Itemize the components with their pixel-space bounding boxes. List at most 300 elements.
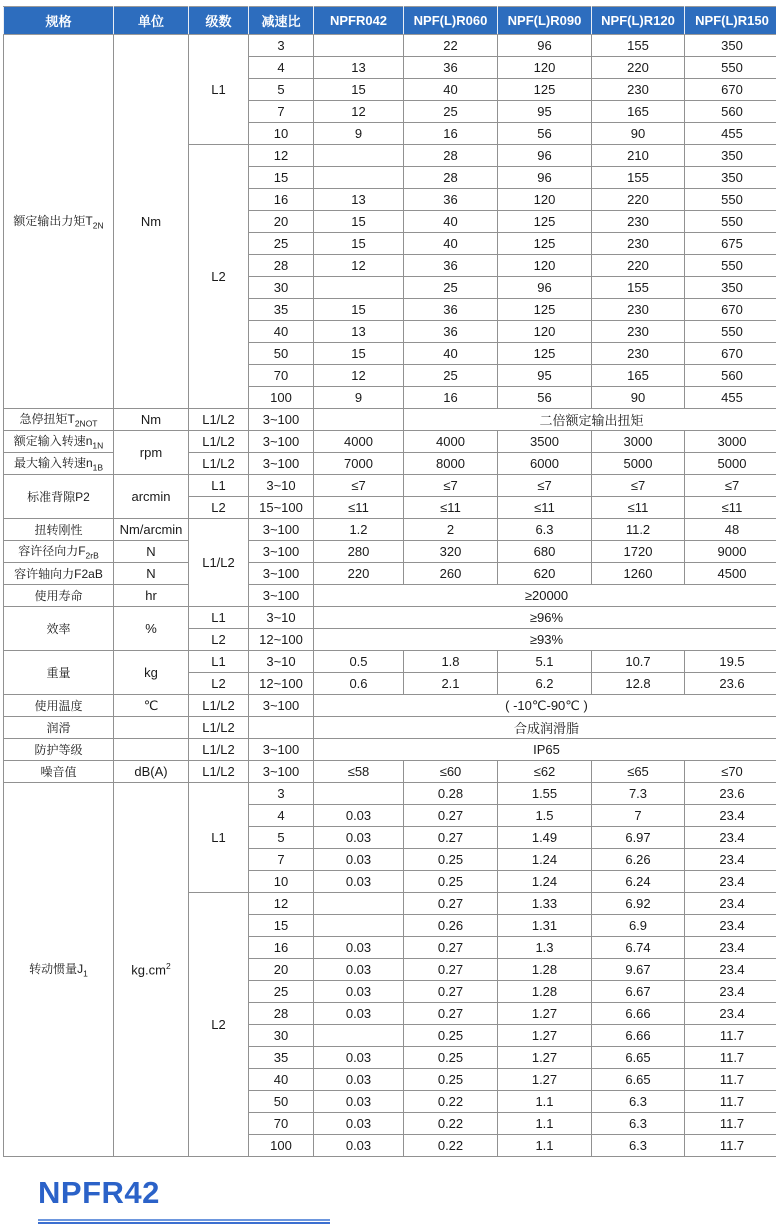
table-cell: 0.03 bbox=[314, 1047, 404, 1069]
table-cell: 0.27 bbox=[404, 893, 498, 915]
spec-row-label: 效率 bbox=[4, 607, 114, 651]
table-cell: 6.9 bbox=[592, 915, 685, 937]
table-cell: arcmin bbox=[114, 475, 189, 519]
spec-row-label: 容许轴向力F2aB bbox=[4, 563, 114, 585]
table-cell: 350 bbox=[685, 35, 776, 57]
table-cell: L2 bbox=[189, 629, 249, 651]
table-cell bbox=[314, 915, 404, 937]
table-cell: 23.4 bbox=[685, 959, 776, 981]
table-cell bbox=[314, 167, 404, 189]
table-row bbox=[4, 651, 776, 673]
table-cell bbox=[314, 1025, 404, 1047]
table-cell: 670 bbox=[685, 343, 776, 365]
spec-row-label: 标准背隙P2 bbox=[4, 475, 114, 519]
table-cell: 23.4 bbox=[685, 981, 776, 1003]
table-cell: ≤7 bbox=[404, 475, 498, 497]
column-header: NPF(L)R150 bbox=[685, 7, 776, 35]
table-cell: 560 bbox=[685, 365, 776, 387]
table-cell: 6.92 bbox=[592, 893, 685, 915]
table-cell: 96 bbox=[498, 35, 592, 57]
table-cell: 6000 bbox=[498, 453, 592, 475]
table-cell: 6.3 bbox=[592, 1091, 685, 1113]
table-cell: 15~100 bbox=[249, 497, 314, 519]
table-cell: 12~100 bbox=[249, 629, 314, 651]
table-cell: 90 bbox=[592, 387, 685, 409]
table-cell: 20 bbox=[249, 959, 314, 981]
table-cell: L1 bbox=[189, 651, 249, 673]
table-cell: 550 bbox=[685, 255, 776, 277]
table-cell: 3~100 bbox=[249, 563, 314, 585]
table-cell: 15 bbox=[314, 211, 404, 233]
table-cell: 15 bbox=[314, 79, 404, 101]
table-cell: 320 bbox=[404, 541, 498, 563]
spec-row-label: 噪音值 bbox=[4, 761, 114, 783]
table-cell: ≤58 bbox=[314, 761, 404, 783]
table-cell: 350 bbox=[685, 277, 776, 299]
table-cell: L1/L2 bbox=[189, 409, 249, 431]
table-row bbox=[4, 761, 776, 783]
table-cell: 11.2 bbox=[592, 519, 685, 541]
table-cell: 230 bbox=[592, 79, 685, 101]
table-cell bbox=[314, 409, 404, 431]
table-cell: 15 bbox=[314, 343, 404, 365]
table-cell: IP65 bbox=[314, 739, 776, 761]
table-cell: L2 bbox=[189, 145, 249, 409]
table-cell: 155 bbox=[592, 277, 685, 299]
table-cell: 4500 bbox=[685, 563, 776, 585]
table-cell: 28 bbox=[404, 167, 498, 189]
table-cell: 125 bbox=[498, 343, 592, 365]
table-cell: 120 bbox=[498, 255, 592, 277]
table-cell: 125 bbox=[498, 299, 592, 321]
table-cell: 0.27 bbox=[404, 827, 498, 849]
table-cell: 210 bbox=[592, 145, 685, 167]
table-cell: ≤7 bbox=[498, 475, 592, 497]
table-cell: 0.03 bbox=[314, 871, 404, 893]
table-cell: ≤11 bbox=[685, 497, 776, 519]
header-row bbox=[4, 7, 776, 35]
table-cell: 15 bbox=[249, 915, 314, 937]
table-row bbox=[4, 519, 776, 541]
table-cell: 0.03 bbox=[314, 827, 404, 849]
table-cell: 70 bbox=[249, 365, 314, 387]
table-cell: dB(A) bbox=[114, 761, 189, 783]
table-cell: 48 bbox=[685, 519, 776, 541]
table-cell: 7 bbox=[249, 101, 314, 123]
table-cell: ≤11 bbox=[404, 497, 498, 519]
table-cell: 23.4 bbox=[685, 893, 776, 915]
table-cell: 22 bbox=[404, 35, 498, 57]
table-cell: 40 bbox=[404, 343, 498, 365]
table-cell: 3~100 bbox=[249, 585, 314, 607]
table-cell: ( -10℃-90℃ ) bbox=[314, 695, 776, 717]
table-cell: 455 bbox=[685, 123, 776, 145]
table-cell: 1.27 bbox=[498, 1069, 592, 1091]
table-cell: 23.4 bbox=[685, 827, 776, 849]
table-cell: Nm/arcmin bbox=[114, 519, 189, 541]
table-cell: 23.6 bbox=[685, 783, 776, 805]
table-cell: 70 bbox=[249, 1113, 314, 1135]
table-cell: 0.27 bbox=[404, 805, 498, 827]
table-cell: 56 bbox=[498, 123, 592, 145]
table-cell: 19.5 bbox=[685, 651, 776, 673]
table-cell: 30 bbox=[249, 1025, 314, 1047]
table-cell: 1.27 bbox=[498, 1003, 592, 1025]
table-cell bbox=[314, 893, 404, 915]
table-cell: 2 bbox=[404, 519, 498, 541]
table-cell: 36 bbox=[404, 255, 498, 277]
table-cell: 25 bbox=[249, 981, 314, 1003]
table-cell: 165 bbox=[592, 365, 685, 387]
table-cell: 90 bbox=[592, 123, 685, 145]
column-header: 减速比 bbox=[249, 7, 314, 35]
table-cell: 12 bbox=[249, 893, 314, 915]
table-cell: 1.24 bbox=[498, 849, 592, 871]
table-cell: 3~100 bbox=[249, 519, 314, 541]
table-cell bbox=[249, 717, 314, 739]
table-cell: 0.25 bbox=[404, 1047, 498, 1069]
model-heading: NPFR42 bbox=[38, 1175, 776, 1211]
table-cell: kg bbox=[114, 651, 189, 695]
table-cell: 11.7 bbox=[685, 1047, 776, 1069]
table-cell: 16 bbox=[404, 387, 498, 409]
table-cell: 550 bbox=[685, 57, 776, 79]
table-cell: 1.24 bbox=[498, 871, 592, 893]
table-cell: L1/L2 bbox=[189, 717, 249, 739]
table-cell: 0.03 bbox=[314, 1135, 404, 1157]
table-cell: 0.25 bbox=[404, 1069, 498, 1091]
table-cell: 1.28 bbox=[498, 959, 592, 981]
table-cell: hr bbox=[114, 585, 189, 607]
table-cell: ≤70 bbox=[685, 761, 776, 783]
column-header: 单位 bbox=[114, 7, 189, 35]
table-cell: 13 bbox=[314, 321, 404, 343]
table-cell: 280 bbox=[314, 541, 404, 563]
table-cell: 0.26 bbox=[404, 915, 498, 937]
table-cell: 35 bbox=[249, 299, 314, 321]
spec-row-label: 额定输入转速$n_{1N}$ bbox=[4, 431, 114, 453]
table-row bbox=[4, 409, 776, 431]
table-cell: 0.03 bbox=[314, 981, 404, 1003]
table-cell: 120 bbox=[498, 189, 592, 211]
table-cell: 670 bbox=[685, 299, 776, 321]
table-cell: 23.4 bbox=[685, 805, 776, 827]
table-cell: 455 bbox=[685, 387, 776, 409]
table-cell: $kg.cm^2$ bbox=[114, 783, 189, 1157]
table-cell: 25 bbox=[404, 277, 498, 299]
table-cell: L1 bbox=[189, 35, 249, 145]
table-cell: 0.25 bbox=[404, 1025, 498, 1047]
table-cell: 230 bbox=[592, 233, 685, 255]
table-cell bbox=[314, 277, 404, 299]
table-cell: ≤7 bbox=[314, 475, 404, 497]
heading-underline bbox=[38, 1219, 330, 1224]
table-cell bbox=[114, 739, 189, 761]
table-cell: 0.03 bbox=[314, 1003, 404, 1025]
table-cell: 11.7 bbox=[685, 1069, 776, 1091]
table-cell: 0.22 bbox=[404, 1135, 498, 1157]
table-cell: 0.22 bbox=[404, 1113, 498, 1135]
table-cell: 5000 bbox=[592, 453, 685, 475]
spec-row-label: 容许径向力$F_{2rB}$ bbox=[4, 541, 114, 563]
table-row bbox=[4, 695, 776, 717]
table-cell: 550 bbox=[685, 321, 776, 343]
table-cell: 550 bbox=[685, 189, 776, 211]
table-cell: 6.26 bbox=[592, 849, 685, 871]
table-cell: 6.2 bbox=[498, 673, 592, 695]
table-cell: 675 bbox=[685, 233, 776, 255]
table-cell: 1.55 bbox=[498, 783, 592, 805]
table-cell: L2 bbox=[189, 497, 249, 519]
table-cell: 1.2 bbox=[314, 519, 404, 541]
table-cell: 7 bbox=[249, 849, 314, 871]
table-row bbox=[4, 35, 776, 57]
table-cell: 12.8 bbox=[592, 673, 685, 695]
table-row bbox=[4, 607, 776, 629]
table-cell: L1/L2 bbox=[189, 695, 249, 717]
table-cell: 4000 bbox=[314, 431, 404, 453]
table-cell: 1.27 bbox=[498, 1047, 592, 1069]
table-cell: L1/L2 bbox=[189, 519, 249, 607]
table-cell: 120 bbox=[498, 321, 592, 343]
table-cell: 11.7 bbox=[685, 1113, 776, 1135]
table-cell: 30 bbox=[249, 277, 314, 299]
table-cell: 6.3 bbox=[592, 1135, 685, 1157]
table-cell: 6.67 bbox=[592, 981, 685, 1003]
table-cell: 23.6 bbox=[685, 673, 776, 695]
table-cell: 560 bbox=[685, 101, 776, 123]
table-cell: ≥96% bbox=[314, 607, 776, 629]
table-cell: 165 bbox=[592, 101, 685, 123]
table-cell: 23.4 bbox=[685, 915, 776, 937]
table-cell: 28 bbox=[249, 255, 314, 277]
table-cell: 23.4 bbox=[685, 871, 776, 893]
table-cell: 96 bbox=[498, 277, 592, 299]
table-cell: % bbox=[114, 607, 189, 651]
spec-row-label: 润滑 bbox=[4, 717, 114, 739]
table-cell: 0.03 bbox=[314, 937, 404, 959]
table-cell: 1.28 bbox=[498, 981, 592, 1003]
table-cell: Nm bbox=[114, 409, 189, 431]
table-cell: 40 bbox=[249, 321, 314, 343]
table-cell: 1.1 bbox=[498, 1091, 592, 1113]
table-cell: 23.4 bbox=[685, 1003, 776, 1025]
table-cell: 220 bbox=[592, 57, 685, 79]
table-cell: 670 bbox=[685, 79, 776, 101]
table-cell: 230 bbox=[592, 343, 685, 365]
table-cell: 100 bbox=[249, 1135, 314, 1157]
column-header: 规格 bbox=[4, 7, 114, 35]
table-row bbox=[4, 585, 776, 607]
table-cell: L1 bbox=[189, 607, 249, 629]
table-cell: 9 bbox=[314, 387, 404, 409]
table-cell: ≤60 bbox=[404, 761, 498, 783]
table-cell: 5 bbox=[249, 79, 314, 101]
table-cell: 16 bbox=[249, 937, 314, 959]
table-cell: 0.27 bbox=[404, 959, 498, 981]
table-cell: 155 bbox=[592, 35, 685, 57]
table-cell: 7000 bbox=[314, 453, 404, 475]
spec-row-label: 重量 bbox=[4, 651, 114, 695]
table-cell: ≤11 bbox=[592, 497, 685, 519]
table-cell: 0.5 bbox=[314, 651, 404, 673]
table-cell: L1/L2 bbox=[189, 453, 249, 475]
table-cell: 620 bbox=[498, 563, 592, 585]
table-cell: 3000 bbox=[592, 431, 685, 453]
table-cell bbox=[314, 145, 404, 167]
table-cell: 40 bbox=[404, 211, 498, 233]
table-row bbox=[4, 783, 776, 805]
table-cell: 35 bbox=[249, 1047, 314, 1069]
column-header: NPFR042 bbox=[314, 7, 404, 35]
spec-row-label: 转动惯量$J_1$ bbox=[4, 783, 114, 1157]
table-cell: 25 bbox=[404, 365, 498, 387]
table-cell: 9000 bbox=[685, 541, 776, 563]
table-cell: 9.67 bbox=[592, 959, 685, 981]
table-cell: 0.28 bbox=[404, 783, 498, 805]
table-cell: 3~10 bbox=[249, 651, 314, 673]
table-cell: 350 bbox=[685, 145, 776, 167]
table-row bbox=[4, 717, 776, 739]
table-cell: 6.74 bbox=[592, 937, 685, 959]
table-cell bbox=[314, 35, 404, 57]
table-cell: 125 bbox=[498, 79, 592, 101]
table-cell: 15 bbox=[249, 167, 314, 189]
table-cell: 680 bbox=[498, 541, 592, 563]
table-cell: Nm bbox=[114, 35, 189, 409]
table-cell bbox=[114, 717, 189, 739]
table-cell: 95 bbox=[498, 365, 592, 387]
table-cell: 25 bbox=[404, 101, 498, 123]
table-cell: 0.03 bbox=[314, 805, 404, 827]
table-cell: 1.49 bbox=[498, 827, 592, 849]
table-cell: 3 bbox=[249, 35, 314, 57]
table-cell: ≤7 bbox=[685, 475, 776, 497]
table-cell: 1.33 bbox=[498, 893, 592, 915]
table-cell: 7.3 bbox=[592, 783, 685, 805]
table-cell: L1/L2 bbox=[189, 739, 249, 761]
table-cell: 4 bbox=[249, 805, 314, 827]
table-cell: 260 bbox=[404, 563, 498, 585]
table-cell: 1.8 bbox=[404, 651, 498, 673]
table-cell: 6.24 bbox=[592, 871, 685, 893]
table-cell: ≤11 bbox=[498, 497, 592, 519]
table-cell: 28 bbox=[404, 145, 498, 167]
table-cell: 8000 bbox=[404, 453, 498, 475]
table-cell bbox=[314, 783, 404, 805]
table-cell: 11.7 bbox=[685, 1135, 776, 1157]
table-cell: 12 bbox=[249, 145, 314, 167]
spec-table-header bbox=[4, 7, 776, 35]
table-cell: 0.27 bbox=[404, 981, 498, 1003]
table-cell: 23.4 bbox=[685, 937, 776, 959]
table-cell: 6.97 bbox=[592, 827, 685, 849]
table-cell: 0.27 bbox=[404, 1003, 498, 1025]
table-cell: L1/L2 bbox=[189, 431, 249, 453]
table-cell: 16 bbox=[404, 123, 498, 145]
table-cell: ≥93% bbox=[314, 629, 776, 651]
table-cell: 13 bbox=[314, 189, 404, 211]
table-cell: 50 bbox=[249, 1091, 314, 1113]
table-cell: 13 bbox=[314, 57, 404, 79]
table-cell: 6.66 bbox=[592, 1025, 685, 1047]
table-cell: 12 bbox=[314, 365, 404, 387]
table-cell: 40 bbox=[404, 79, 498, 101]
spec-row-label: 防护等级 bbox=[4, 739, 114, 761]
table-cell: 5000 bbox=[685, 453, 776, 475]
table-cell: 0.03 bbox=[314, 1069, 404, 1091]
table-cell: 0.03 bbox=[314, 959, 404, 981]
table-cell: 3~100 bbox=[249, 541, 314, 563]
table-cell: 15 bbox=[314, 299, 404, 321]
table-cell: 36 bbox=[404, 299, 498, 321]
spec-row-label: 额定输出力矩$T_{2N}$ bbox=[4, 35, 114, 409]
table-cell: 1.1 bbox=[498, 1113, 592, 1135]
spec-row-label: 使用寿命 bbox=[4, 585, 114, 607]
table-cell: 3~100 bbox=[249, 453, 314, 475]
table-row bbox=[4, 431, 776, 453]
table-cell: 3500 bbox=[498, 431, 592, 453]
table-cell: 0.03 bbox=[314, 849, 404, 871]
table-cell: 12 bbox=[314, 101, 404, 123]
table-cell: 100 bbox=[249, 387, 314, 409]
table-cell: 6.3 bbox=[592, 1113, 685, 1135]
table-cell: 4 bbox=[249, 57, 314, 79]
table-cell: 1.27 bbox=[498, 1025, 592, 1047]
table-cell: 0.6 bbox=[314, 673, 404, 695]
table-cell: 5.1 bbox=[498, 651, 592, 673]
gearbox-spec-table bbox=[3, 6, 776, 1157]
table-cell: 28 bbox=[249, 1003, 314, 1025]
table-cell: 2.1 bbox=[404, 673, 498, 695]
table-cell: 1720 bbox=[592, 541, 685, 563]
table-cell: 10 bbox=[249, 871, 314, 893]
table-cell: ℃ bbox=[114, 695, 189, 717]
table-cell: 11.7 bbox=[685, 1091, 776, 1113]
table-cell: ≤11 bbox=[314, 497, 404, 519]
table-cell: L2 bbox=[189, 893, 249, 1157]
table-cell: 11.7 bbox=[685, 1025, 776, 1047]
table-cell: 550 bbox=[685, 211, 776, 233]
spec-row-label: 最大输入转速$n_{1B}$ bbox=[4, 453, 114, 475]
table-cell: 16 bbox=[249, 189, 314, 211]
table-cell: 6.66 bbox=[592, 1003, 685, 1025]
table-cell: 36 bbox=[404, 57, 498, 79]
table-cell: N bbox=[114, 563, 189, 585]
table-cell: 1.31 bbox=[498, 915, 592, 937]
table-cell: 3~10 bbox=[249, 475, 314, 497]
table-cell: 0.27 bbox=[404, 937, 498, 959]
table-cell: ≥20000 bbox=[314, 585, 776, 607]
table-cell: 50 bbox=[249, 343, 314, 365]
table-cell: 15 bbox=[314, 233, 404, 255]
table-cell: 3~100 bbox=[249, 695, 314, 717]
spec-row-label: 急停扭矩$T_{2NOT}$ bbox=[4, 409, 114, 431]
table-cell: 96 bbox=[498, 145, 592, 167]
table-cell: 40 bbox=[404, 233, 498, 255]
column-header: NPF(L)R090 bbox=[498, 7, 592, 35]
table-cell: 0.22 bbox=[404, 1091, 498, 1113]
table-cell: 1260 bbox=[592, 563, 685, 585]
table-cell: 125 bbox=[498, 233, 592, 255]
table-cell: N bbox=[114, 541, 189, 563]
table-cell: 220 bbox=[314, 563, 404, 585]
table-cell: 230 bbox=[592, 321, 685, 343]
table-cell: 20 bbox=[249, 211, 314, 233]
column-header: 级数 bbox=[189, 7, 249, 35]
table-cell: 350 bbox=[685, 167, 776, 189]
column-header: NPF(L)R060 bbox=[404, 7, 498, 35]
